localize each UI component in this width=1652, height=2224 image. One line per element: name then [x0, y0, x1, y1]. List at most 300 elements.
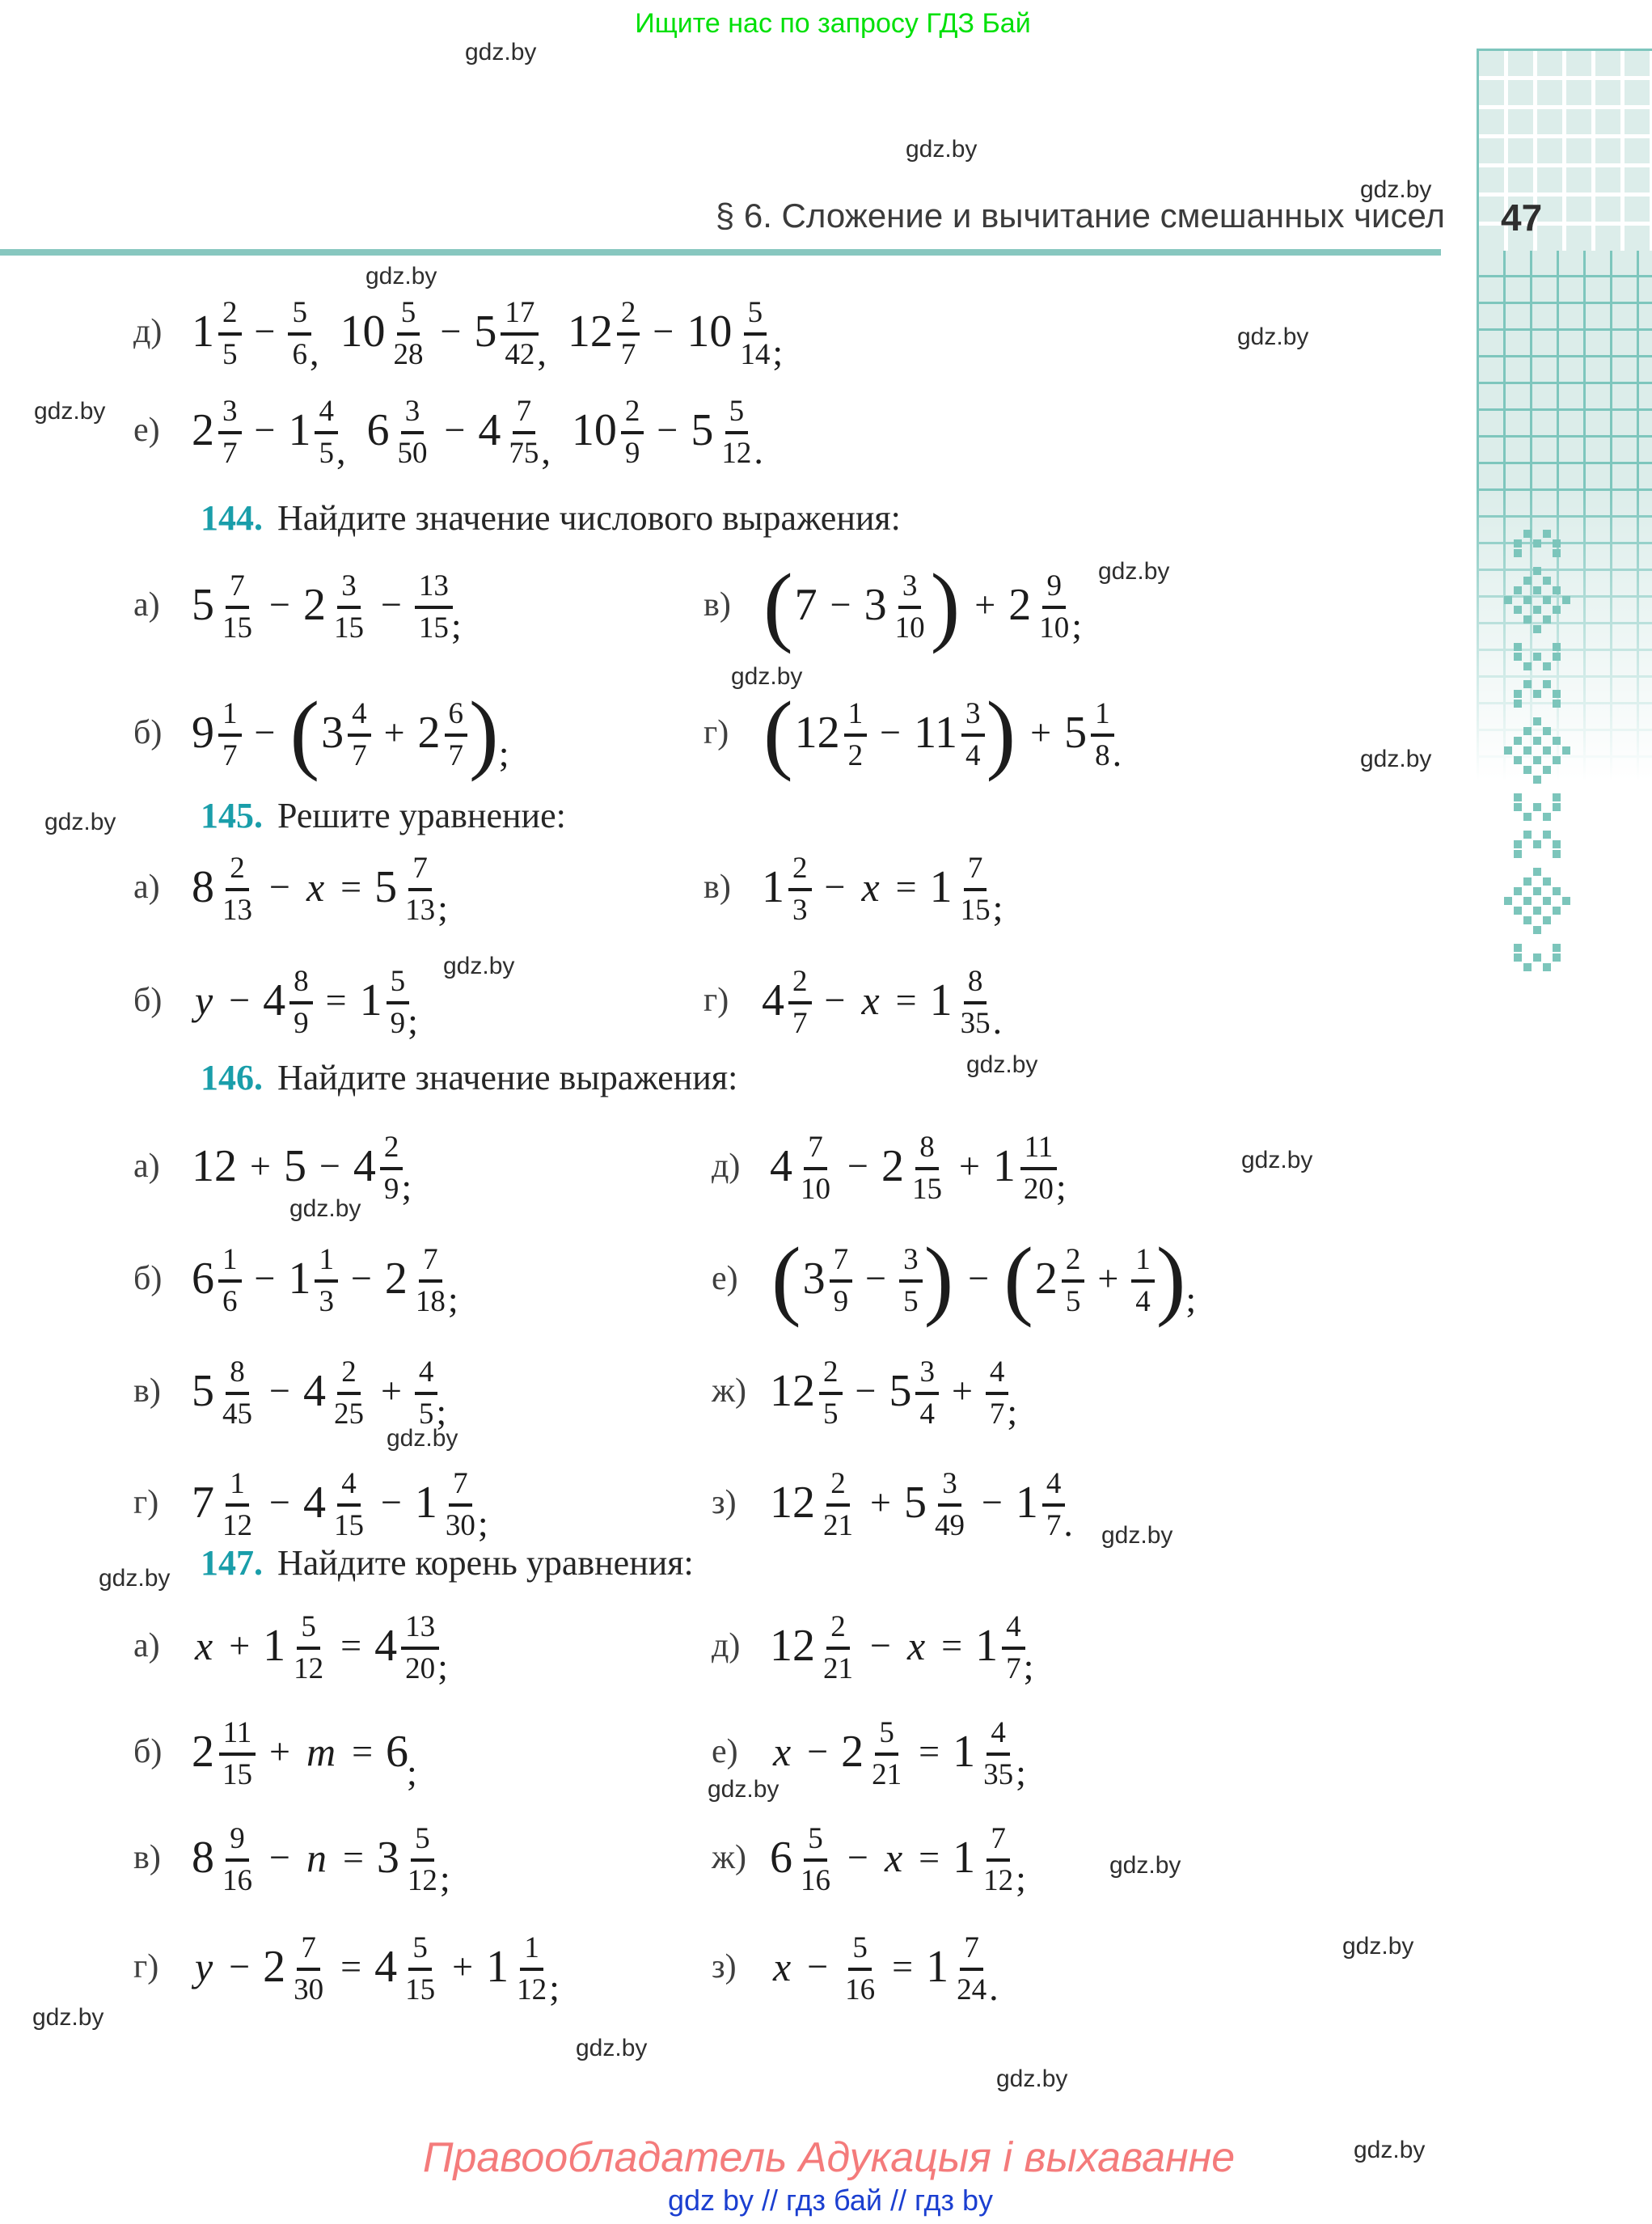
- denominator: 5: [903, 1284, 919, 1318]
- ornament-square: [1553, 586, 1561, 594]
- math-punctuation: ,: [309, 332, 319, 373]
- part-label: ж): [712, 1372, 747, 1410]
- denominator: 9: [383, 1172, 399, 1206]
- exercise-number: 144.: [201, 497, 263, 538]
- part-label: в): [703, 869, 731, 906]
- math-punctuation: ;: [1185, 1279, 1197, 1320]
- fraction-stack: [218, 853, 256, 925]
- denominator: 6: [222, 1284, 238, 1318]
- denominator: 12: [721, 436, 752, 470]
- ornament-square: [1533, 625, 1541, 633]
- ornament-square: [1533, 887, 1541, 895]
- ornament-square: [1553, 907, 1561, 915]
- numerator: 4: [986, 1357, 1009, 1395]
- math-variable: y: [195, 1944, 213, 1989]
- ornament-square: [1514, 700, 1522, 708]
- denominator: 4: [965, 738, 981, 772]
- fraction-stack: [1091, 696, 1114, 772]
- math-punctuation: ;: [401, 1166, 412, 1207]
- math-operator: −: [880, 712, 902, 753]
- ornament-square: [1533, 653, 1541, 661]
- gdz-watermark: gdz.by: [996, 2065, 1068, 2092]
- gdz-watermark: gdz.by: [708, 1776, 780, 1803]
- math-variable: x: [773, 1944, 792, 1989]
- numerator: 1: [844, 699, 868, 737]
- math-mixed-number: [376, 1821, 442, 1897]
- numerator: 2: [226, 853, 249, 891]
- math-punctuation: .: [992, 1000, 1003, 1042]
- math-mixed-number: [192, 1715, 256, 1791]
- ornament-square: [1553, 700, 1561, 708]
- numerator: 7: [964, 853, 987, 891]
- numerator: 9: [226, 1824, 249, 1862]
- part-label: д): [133, 313, 163, 350]
- whole-part: 4: [478, 405, 501, 455]
- math-row: [703, 947, 1023, 1054]
- ornament-square: [1533, 737, 1541, 745]
- gdz-watermark: gdz.by: [387, 1425, 458, 1452]
- math-mixed-number: [192, 295, 242, 371]
- denominator: 10: [894, 611, 925, 645]
- ornament-square: [1504, 746, 1512, 755]
- fraction-stack: [1020, 1132, 1058, 1204]
- whole-part: 3: [864, 580, 887, 630]
- page-number: 47: [1501, 197, 1543, 239]
- fraction-stack: [412, 1242, 450, 1318]
- numerator: 8: [915, 1132, 939, 1170]
- whole-part: 1: [288, 405, 311, 455]
- math-operator: −: [807, 1731, 829, 1772]
- denominator: 18: [415, 1284, 446, 1318]
- math-row: [133, 1113, 433, 1220]
- fraction-stack: [218, 295, 242, 371]
- whole-part: 6: [366, 405, 390, 455]
- ornament-square: [1553, 756, 1561, 764]
- numerator: 3: [898, 571, 922, 609]
- math-mixed-number: [302, 569, 368, 645]
- ornament-square: [1514, 643, 1522, 651]
- numerator: 3: [899, 1245, 923, 1283]
- numerator: 5: [804, 1824, 827, 1862]
- numerator: 7: [297, 1933, 320, 1971]
- ornament-square: [1523, 577, 1532, 585]
- math-mixed-number: [687, 295, 774, 371]
- math-mixed-number: [953, 1821, 1017, 1897]
- math-mixed-number: [770, 1130, 834, 1206]
- whole-part: 1: [953, 1727, 976, 1777]
- numerator: 2: [788, 966, 812, 1004]
- math-operator: =: [340, 866, 362, 907]
- part-label: б): [133, 1260, 163, 1297]
- math-punctuation: ;: [1055, 1166, 1067, 1207]
- fraction-stack: [218, 1715, 256, 1791]
- denominator: 7: [620, 337, 636, 371]
- math-row: [133, 1592, 469, 1699]
- math-parenthesis: ): [469, 683, 499, 782]
- denominator: 10: [801, 1172, 830, 1206]
- math-parenthesis: (: [1003, 1229, 1033, 1328]
- math-operator: +: [1097, 1258, 1119, 1299]
- math-mixed-number: [841, 1715, 906, 1791]
- fraction-stack: [819, 1357, 843, 1429]
- math-integer: 12: [192, 1141, 237, 1191]
- math-punctuation: ;: [408, 1000, 418, 1042]
- ornament-square: [1514, 606, 1522, 614]
- ornament-square: [1514, 653, 1522, 661]
- math-punctuation: ;: [436, 1391, 447, 1432]
- fraction-stack: [953, 1930, 991, 2006]
- math-punctuation: .: [1063, 1503, 1073, 1544]
- math-mixed-number: [926, 1930, 991, 2006]
- whole-part: 5: [192, 580, 214, 630]
- denominator: 5: [418, 1397, 434, 1431]
- denominator: 16: [222, 1863, 252, 1897]
- math-mixed-number: [374, 1609, 439, 1685]
- whole-part: 7: [192, 1478, 214, 1528]
- fraction-stack: [289, 966, 313, 1038]
- gdz-watermark: gdz.by: [1342, 1933, 1414, 1960]
- fraction-stack: [501, 295, 539, 371]
- numerator: 1: [218, 1245, 242, 1283]
- numerator: 4: [315, 396, 338, 434]
- math-mixed-number: [374, 851, 439, 927]
- denominator: 25: [333, 1397, 364, 1431]
- whole-part: 4: [374, 1621, 398, 1671]
- part-label: в): [133, 1372, 161, 1410]
- fraction-stack: [330, 1357, 368, 1429]
- math-mixed-number: [889, 1355, 939, 1431]
- numerator: 5: [397, 298, 420, 336]
- math-mixed-number: [414, 1466, 480, 1542]
- fraction-stack: [796, 1821, 834, 1897]
- part-label: д): [712, 1627, 741, 1664]
- denominator: 15: [960, 893, 991, 927]
- denominator: 3: [792, 893, 808, 927]
- whole-part: 5: [192, 1366, 214, 1416]
- denominator: 8: [1095, 738, 1110, 772]
- math-operator: +: [229, 1625, 251, 1666]
- exercise-heading: [201, 1538, 694, 1587]
- numerator: 2: [788, 853, 812, 891]
- numerator: 2: [826, 1612, 850, 1650]
- math-mixed-number: [192, 696, 242, 772]
- fraction-stack: [957, 853, 995, 925]
- fraction-stack: [788, 853, 812, 925]
- denominator: 15: [911, 1172, 942, 1206]
- fraction-stack: [979, 1715, 1017, 1791]
- denominator: 7: [448, 738, 464, 772]
- ornament-square: [1533, 868, 1541, 876]
- ornament-square: [1562, 897, 1570, 905]
- numerator: 1: [226, 1469, 249, 1507]
- math-mixed-number: [353, 1130, 403, 1206]
- exercise-title: Найдите корень уравнения:: [277, 1542, 694, 1583]
- fraction-stack: [218, 1357, 256, 1429]
- math-operator: −: [269, 866, 290, 907]
- math-parenthesis: (: [771, 1229, 801, 1328]
- ornament-square: [1543, 877, 1551, 886]
- numerator: 1: [1131, 1245, 1155, 1283]
- math-mixed-number: [415, 569, 453, 645]
- math-mixed-number: [1015, 1466, 1066, 1542]
- ornament-square: [1514, 953, 1522, 962]
- whole-part: 1: [414, 1478, 437, 1528]
- sidebar-grid-teal: [1477, 251, 1652, 987]
- ornament-square: [1533, 567, 1541, 575]
- part-label: а): [133, 1148, 160, 1185]
- fraction-stack: [218, 1821, 256, 1897]
- denominator: 20: [405, 1651, 436, 1685]
- ornament-square: [1562, 596, 1570, 604]
- numerator: 5: [411, 1824, 434, 1862]
- math-punctuation: ,: [541, 430, 551, 471]
- denominator: 24: [957, 1972, 987, 2006]
- ornament-square: [1514, 907, 1522, 915]
- math-punctuation: ;: [439, 1858, 450, 1899]
- gdz-watermark: gdz.by: [731, 663, 803, 690]
- math-mixed-number: [415, 1355, 438, 1431]
- math-operator: =: [941, 1625, 963, 1666]
- ornament-square: [1523, 746, 1532, 755]
- part-label: е): [712, 1260, 738, 1297]
- fraction-stack: [986, 1357, 1009, 1429]
- numerator: 5: [744, 298, 767, 336]
- denominator: 9: [833, 1284, 849, 1318]
- numerator: 6: [445, 699, 468, 737]
- whole-part: 10: [687, 307, 733, 357]
- whole-part: 2: [841, 1727, 864, 1777]
- ornament-square: [1553, 653, 1561, 661]
- math-row: [712, 1113, 1088, 1220]
- denominator: 21: [823, 1651, 853, 1685]
- fraction-stack: [1042, 1466, 1066, 1542]
- math-operator: +: [383, 712, 405, 753]
- fraction-stack: [830, 1242, 853, 1318]
- whole-part: 6: [192, 1254, 214, 1304]
- fraction-stack: [348, 696, 371, 772]
- math-mixed-number: [192, 569, 256, 645]
- math-variable: x: [773, 1729, 792, 1774]
- math-operator: −: [847, 1145, 868, 1186]
- whole-part: 1: [359, 975, 382, 1025]
- fraction-stack: [218, 1466, 256, 1542]
- whole-part: 1: [288, 1254, 311, 1304]
- math-operator: −: [229, 979, 251, 1021]
- denominator: 9: [624, 436, 640, 470]
- denominator: 49: [934, 1508, 965, 1542]
- denominator: 75: [509, 436, 539, 470]
- whole-part: 1: [975, 1621, 999, 1671]
- denominator: 4: [1135, 1284, 1151, 1318]
- numerator: 5: [848, 1933, 872, 1971]
- whole-part: 4: [302, 1366, 326, 1416]
- numerator: 9: [1042, 571, 1066, 609]
- math-operator: −: [380, 1482, 402, 1523]
- ornament-square: [1514, 737, 1522, 745]
- gdz-watermark: gdz.by: [34, 398, 106, 425]
- ornament-square: [1553, 690, 1561, 698]
- denominator: 20: [1023, 1172, 1054, 1206]
- whole-part: 2: [417, 708, 441, 758]
- math-operator: +: [1030, 712, 1052, 753]
- part-label: д): [712, 1148, 741, 1185]
- ornament-square: [1553, 850, 1561, 858]
- gdz-watermark: gdz.by: [289, 1195, 361, 1222]
- ornament-square: [1543, 831, 1551, 839]
- part-label: а): [133, 586, 160, 624]
- math-mixed-number: [567, 295, 640, 371]
- fraction-stack: [393, 396, 431, 468]
- math-mixed-number: [1064, 696, 1114, 772]
- ornament-square: [1533, 776, 1541, 784]
- ornament-square: [1533, 953, 1541, 962]
- math-variable: x: [884, 1835, 903, 1880]
- math-mixed-number: [1008, 569, 1073, 645]
- numerator: 7: [226, 571, 249, 609]
- denominator: 15: [405, 1972, 436, 2006]
- denominator: 16: [801, 1863, 830, 1897]
- fraction-stack: [868, 1715, 906, 1791]
- ornament-square: [1523, 831, 1532, 839]
- math-punctuation: .: [754, 430, 763, 471]
- ornament-square: [1553, 840, 1561, 848]
- math-mixed-number: [192, 1466, 256, 1542]
- math-mixed-number: [802, 1242, 853, 1318]
- math-operator: −: [440, 311, 462, 352]
- math-mixed-number: [770, 1821, 834, 1897]
- denominator: 9: [294, 1006, 309, 1040]
- math-mixed-number: [1034, 1242, 1085, 1318]
- section-header: § 6. Сложение и вычитание смешанных чисел: [715, 197, 1445, 235]
- fraction-stack: [218, 1242, 242, 1318]
- gdz-watermark: gdz.by: [443, 953, 515, 979]
- ornament-square: [1514, 850, 1522, 858]
- math-operator: −: [653, 311, 674, 352]
- denominator: 12: [222, 1508, 252, 1542]
- fraction-stack: [819, 1466, 857, 1542]
- fraction-stack: [315, 1242, 338, 1318]
- whole-part: 3: [321, 708, 344, 758]
- math-row: [133, 278, 804, 385]
- whole-part: 2: [263, 1942, 286, 1992]
- denominator: 2: [847, 738, 864, 772]
- math-mixed-number: [486, 1930, 551, 2006]
- whole-part: 1: [1015, 1478, 1038, 1528]
- fraction-stack: [1035, 571, 1073, 643]
- fraction-stack: [330, 1466, 368, 1542]
- math-operator: =: [895, 866, 917, 907]
- math-mixed-number: [288, 295, 311, 371]
- numerator: 4: [337, 1469, 361, 1507]
- math-punctuation: ;: [450, 605, 462, 646]
- math-mixed-number: [478, 394, 543, 470]
- math-punctuation: ,: [537, 332, 547, 373]
- sidebar-grid-fade: [1477, 251, 1652, 987]
- footer-links[interactable]: gdz by // гдз бай // гдз by: [667, 2184, 994, 2217]
- whole-part: 12: [567, 307, 613, 357]
- ornament-square: [1514, 840, 1522, 848]
- math-mixed-number: [192, 1821, 256, 1897]
- copyright-notice: Правообладатель Адукацыя і выхаванне: [422, 2134, 1236, 2181]
- fraction-stack: [844, 696, 868, 772]
- math-integer: 7: [794, 580, 818, 630]
- fraction-stack: [288, 295, 311, 371]
- whole-part: 10: [571, 405, 617, 455]
- exercise-heading: [201, 1053, 737, 1101]
- math-mixed-number: [881, 1130, 946, 1206]
- ornament-square: [1523, 662, 1532, 670]
- gdz-watermark: gdz.by: [1354, 2137, 1426, 2163]
- numerator: 13: [415, 571, 453, 609]
- math-operator: +: [452, 1946, 474, 1987]
- whole-part: 5: [691, 405, 714, 455]
- whole-part: 2: [1008, 580, 1032, 630]
- math-mixed-number: [263, 1609, 327, 1685]
- ornament-square: [1543, 813, 1551, 821]
- fraction-stack: [401, 853, 439, 925]
- part-label: г): [133, 1484, 159, 1521]
- numerator: 17: [501, 298, 539, 336]
- numerator: 1: [520, 1933, 543, 1971]
- math-row: [133, 1338, 467, 1444]
- numerator: 1: [315, 1245, 338, 1283]
- denominator: 35: [983, 1757, 1014, 1791]
- denominator: 13: [222, 893, 252, 927]
- ornament-square: [1533, 926, 1541, 934]
- denominator: 50: [397, 436, 428, 470]
- numerator: 2: [819, 1357, 843, 1395]
- ornament-square: [1533, 907, 1541, 915]
- part-label: ж): [712, 1839, 747, 1876]
- whole-part: 4: [263, 975, 286, 1025]
- denominator: 30: [294, 1972, 324, 2006]
- math-mixed-number: [374, 1930, 439, 2006]
- part-label: а): [133, 1627, 160, 1664]
- numerator: 1: [218, 699, 242, 737]
- math-mixed-number: [1131, 1242, 1155, 1318]
- math-mixed-number: [953, 1715, 1017, 1791]
- denominator: 7: [989, 1397, 1005, 1431]
- math-row: [133, 679, 530, 786]
- ornament-square: [1553, 793, 1561, 801]
- whole-part: 2: [192, 1727, 214, 1777]
- math-mixed-number: [288, 394, 338, 470]
- math-row: [133, 1913, 581, 2020]
- numerator: 5: [297, 1612, 320, 1650]
- math-row: [133, 1698, 438, 1805]
- numerator: 7: [513, 396, 536, 434]
- math-row: [703, 834, 1024, 941]
- whole-part: 2: [302, 580, 326, 630]
- fraction-stack: [218, 396, 242, 468]
- gdz-watermark: gdz.by: [465, 39, 537, 66]
- numerator: 3: [337, 571, 361, 609]
- math-variable: m: [306, 1729, 336, 1774]
- math-operator: −: [444, 409, 466, 450]
- math-row: [712, 1913, 1020, 2020]
- numerator: 2: [617, 298, 640, 336]
- math-punctuation: ;: [477, 1503, 488, 1544]
- math-row: [712, 1225, 1217, 1332]
- ornament-square: [1553, 887, 1561, 895]
- denominator: 15: [222, 1757, 252, 1791]
- fraction-stack: [330, 571, 368, 643]
- ornament-square: [1533, 717, 1541, 725]
- numerator: 4: [1042, 1469, 1066, 1507]
- exercise-title: Решите уравнение:: [277, 795, 566, 835]
- denominator: 5: [1065, 1284, 1081, 1318]
- whole-part: 5: [889, 1366, 912, 1416]
